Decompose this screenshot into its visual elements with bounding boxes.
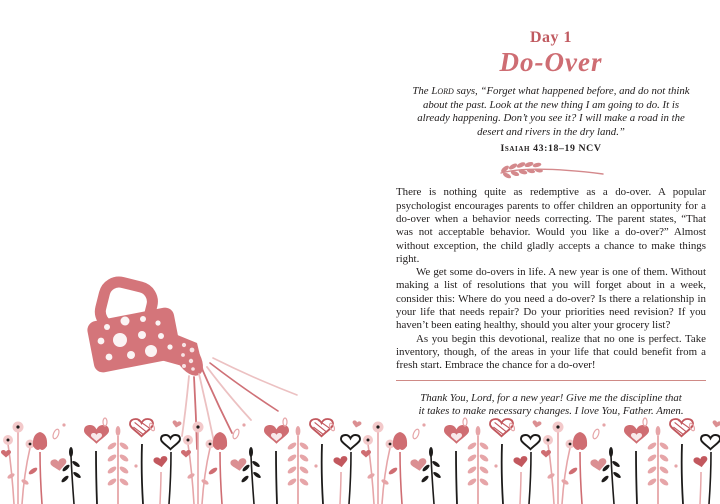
divine-name: Lord [431, 85, 454, 98]
devotional-body [396, 186, 706, 372]
floral-border-icon [0, 416, 720, 504]
scripture-quote [407, 85, 695, 139]
leaf-flourish-icon [495, 160, 607, 182]
paragraph: As you begin this devotional, realize that no one is perfect. Take inventory, though, of the areas in your life that could benefit from a fresh start. Embrace the chance for a do-over! [396, 332, 706, 372]
paragraph: There is nothing quite as redemptive as a do-over. A popular psychologist encourages parents to offer children an opportunity for a do-over when a behavior needs correcting. The parent states, “That was not acceptable behavior. Would you like a do-over?” Almost without exception, the child gladly accepts a chance to make things right. [396, 186, 706, 265]
page-title: Do-Over [499, 47, 603, 77]
scripture-prefix: The [412, 85, 432, 98]
paragraph: We get some do-overs in life. A new year is one of them. Without making a list of resolutions that you will forget about in a week, consider this: Where do you need a do-over? Is there a relationship in your life that needs repair? Do your priorities need revision? If you haven’t been eating healthy, should you alter your grocery list? [396, 266, 706, 332]
scripture-body: says, “Forget what happened before, and do not think about the past. Look at the new thing I am going to do. It is already happening. Don’t you see it? I will make a road in the desert and rivers in the dry land.” [417, 85, 690, 138]
prayer-divider [396, 380, 706, 381]
scripture-reference: Isaiah 43:18–19 NCV [500, 143, 602, 155]
devotional-text-column [396, 29, 706, 419]
prayer-text: Thank You, Lord, for a new year! Give me the discipline that it takes to make necessary changes. I love You, Father. Amen. [418, 391, 684, 417]
day-label: Day 1 [529, 29, 573, 46]
